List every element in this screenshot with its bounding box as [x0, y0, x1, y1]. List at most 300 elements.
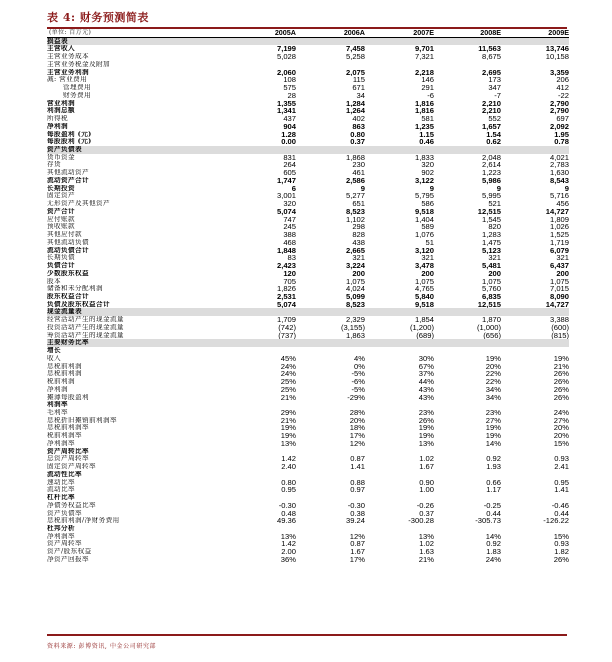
table-row [47, 285, 569, 293]
table-row [47, 200, 569, 208]
value-cell: (1,200) [409, 323, 434, 332]
value-cell: 1,657 [481, 122, 501, 131]
table-row [47, 494, 569, 502]
value-cell: 1.83 [486, 548, 501, 556]
row-label: 长期负债 [47, 254, 75, 262]
value-cell: 1,475 [481, 238, 501, 247]
value-cell: 19% [485, 354, 501, 363]
value-cell: 552 [488, 115, 501, 123]
value-cell: 1,868 [345, 153, 365, 162]
financial-forecast-table [47, 29, 569, 564]
value-cell: 1.17 [486, 486, 501, 495]
value-cell: 1.41 [350, 463, 365, 471]
table-row [47, 324, 569, 332]
row-label: 主营业务利润 [47, 68, 89, 76]
value-cell: 0.48 [281, 509, 296, 518]
row-label: 息税前利润/净财务费用 [47, 517, 120, 525]
value-cell: 1.00 [419, 486, 434, 495]
value-cell: 1,075 [345, 277, 365, 286]
value-cell: 26% [553, 393, 569, 402]
value-cell: 13% [280, 532, 296, 541]
value-cell [434, 61, 501, 69]
value-cell: 200 [556, 269, 569, 278]
value-cell: 2,075 [345, 68, 365, 77]
section-header-row [47, 339, 569, 347]
value-cell: 705 [283, 277, 296, 286]
value-cell [235, 525, 296, 533]
value-cell: 6,079 [549, 246, 569, 255]
table-row [47, 92, 569, 100]
value-cell: 1,870 [481, 316, 501, 324]
value-cell [296, 471, 365, 479]
row-label: 流动性比率 [47, 470, 82, 478]
row-label: 投资活动产生的现金流量 [47, 323, 124, 331]
value-cell: 29% [280, 408, 296, 417]
value-cell: 4,021 [549, 153, 569, 162]
value-cell: 1,076 [414, 231, 434, 239]
value-cell: 19% [418, 424, 434, 433]
value-cell: 2.41 [554, 463, 569, 471]
value-cell [296, 347, 365, 355]
value-cell: 26% [418, 416, 434, 425]
table-row [47, 440, 569, 448]
value-cell: 36% [280, 555, 296, 564]
row-label: 净利润 [47, 385, 68, 393]
value-cell: 20% [485, 362, 501, 371]
value-cell: 20% [349, 416, 365, 425]
value-cell: 1.28 [281, 130, 296, 139]
value-cell: 13% [418, 439, 434, 448]
value-cell: 321 [352, 254, 365, 263]
table-row [47, 432, 569, 440]
value-cell: 0% [354, 362, 365, 371]
value-cell: 0.78 [554, 138, 569, 147]
value-cell: 2.00 [281, 548, 296, 556]
row-label: 净资产回报率 [47, 555, 89, 563]
value-cell: 17% [349, 432, 365, 440]
value-cell: 12% [349, 532, 365, 541]
value-cell [365, 401, 434, 409]
value-cell: 4,765 [414, 285, 434, 293]
section-header-row [47, 146, 569, 154]
row-label: 长期投资 [47, 184, 75, 192]
table-row [47, 479, 569, 487]
value-cell: 8,543 [549, 176, 569, 185]
value-cell: 1,341 [276, 107, 296, 116]
value-cell [434, 494, 501, 502]
value-cell: 5,716 [549, 192, 569, 201]
row-label: 资产周转率 [47, 540, 82, 548]
value-cell: 27% [485, 416, 501, 425]
value-cell: 26% [553, 385, 569, 394]
table-row [47, 409, 569, 417]
row-label: 净利润 [47, 122, 68, 130]
value-cell: -22 [558, 91, 569, 100]
value-cell: 1,719 [549, 238, 569, 247]
value-cell: 27% [553, 416, 569, 425]
row-label: 利润率 [47, 401, 68, 409]
value-cell: 12,515 [477, 207, 501, 216]
table-row [47, 448, 569, 456]
row-label: 资产负债表 [47, 146, 235, 154]
row-label: 股本 [47, 277, 61, 285]
table-row [47, 502, 569, 510]
value-cell: 67% [418, 362, 434, 371]
table-row [47, 138, 569, 146]
value-cell [501, 347, 569, 355]
value-cell: 39.24 [345, 517, 365, 525]
table-row [47, 192, 569, 200]
value-cell: 26% [553, 378, 569, 386]
value-cell: 1.95 [554, 130, 569, 139]
value-cell: 402 [352, 115, 365, 123]
row-label: 固定资产 [47, 192, 75, 200]
row-label: 资产合计 [47, 207, 75, 215]
value-cell: 1.67 [419, 463, 434, 471]
value-cell: 21% [280, 393, 296, 402]
value-cell: 25% [280, 378, 296, 386]
value-cell: 245 [283, 223, 296, 232]
value-cell: 5,258 [345, 53, 365, 61]
value-cell: 2,614 [481, 161, 501, 170]
table-row [47, 386, 569, 394]
value-cell: 19% [280, 424, 296, 433]
value-cell [365, 146, 434, 154]
value-cell [501, 471, 569, 479]
table-row [47, 486, 569, 494]
value-cell: 19% [553, 354, 569, 363]
table-row [47, 53, 569, 61]
table-row [47, 394, 569, 402]
table-row [47, 424, 569, 432]
value-cell [235, 471, 296, 479]
value-cell: 0.88 [350, 478, 365, 487]
row-label: 增长 [47, 347, 61, 355]
value-cell: 5,028 [276, 53, 296, 61]
value-cell: 6,835 [481, 292, 501, 301]
value-cell: 0.87 [350, 455, 365, 464]
row-label: 流动负债合计 [47, 246, 89, 254]
value-cell: 320 [421, 161, 434, 170]
value-cell: 2,329 [345, 316, 365, 324]
value-cell: 9 [360, 184, 365, 193]
value-cell: (737) [278, 331, 296, 340]
value-cell: 298 [352, 223, 365, 232]
row-label: 主营业务成本 [47, 53, 89, 61]
value-cell: 1.15 [419, 130, 434, 139]
value-cell: 321 [488, 254, 501, 263]
value-cell: 18% [349, 424, 365, 433]
value-cell: 200 [352, 269, 365, 278]
value-cell [501, 339, 569, 347]
value-cell: 0.44 [486, 509, 501, 518]
value-cell [365, 308, 434, 316]
value-cell [434, 339, 501, 347]
row-label: 筹资活动产生的现金流量 [47, 331, 124, 339]
table-row [47, 525, 569, 533]
value-cell: 5,481 [481, 262, 501, 270]
table-row [47, 517, 569, 525]
row-label: 所得税 [47, 115, 68, 123]
value-cell: 1,630 [549, 169, 569, 177]
value-cell: 108 [283, 76, 296, 85]
value-cell: 589 [421, 223, 434, 232]
value-cell: 20% [553, 432, 569, 440]
table-row [47, 278, 569, 286]
row-label: 负债及股东权益合计 [47, 300, 110, 308]
value-cell: 291 [421, 84, 434, 92]
value-cell: 2,218 [414, 68, 434, 77]
value-cell [365, 471, 434, 479]
value-cell: 264 [283, 161, 296, 170]
value-cell: 28 [287, 91, 296, 100]
value-cell [235, 146, 296, 154]
value-cell: 3,120 [414, 246, 434, 255]
table-row [47, 316, 569, 324]
value-cell: 1.67 [350, 548, 365, 556]
value-cell: 671 [352, 84, 365, 92]
value-cell: -0.30 [347, 501, 365, 510]
table-row [47, 332, 569, 340]
value-cell: (600) [551, 323, 569, 332]
value-cell: 6,437 [549, 262, 569, 270]
value-cell [434, 37, 501, 45]
value-cell [501, 308, 569, 316]
value-cell: 206 [556, 76, 569, 85]
value-cell: 24% [553, 408, 569, 417]
value-cell [501, 61, 569, 69]
row-label: 无形资产及其他资产 [47, 200, 110, 208]
value-cell: (815) [551, 331, 569, 340]
value-cell: 2,092 [549, 122, 569, 131]
row-label: 预收账款 [47, 223, 75, 231]
value-cell: -7 [494, 91, 501, 100]
table-row [47, 370, 569, 378]
value-cell: 5,074 [276, 207, 296, 216]
value-cell: 388 [283, 231, 296, 239]
table-row [47, 84, 569, 92]
value-cell: 20% [553, 424, 569, 433]
value-cell [501, 525, 569, 533]
row-label: 财务费用 [63, 91, 91, 99]
table-row [47, 154, 569, 162]
value-cell: 34 [356, 91, 365, 100]
value-cell: 8,523 [345, 207, 365, 216]
value-cell: -305.73 [475, 517, 501, 525]
value-cell: (742) [278, 323, 296, 332]
row-label: 杠杆比率 [47, 494, 75, 502]
row-label: 管理费用 [63, 84, 91, 92]
row-label: 税前利润率 [47, 432, 82, 440]
value-cell: 1,075 [549, 277, 569, 286]
value-cell [434, 308, 501, 316]
value-cell: -6% [351, 378, 365, 386]
value-cell: (3,155) [340, 323, 365, 332]
value-cell: 521 [488, 200, 501, 208]
value-cell: 0.87 [350, 540, 365, 549]
value-cell: 13% [418, 532, 434, 541]
value-cell [235, 401, 296, 409]
table-row [47, 216, 569, 224]
value-cell: 0.95 [281, 486, 296, 495]
value-cell: 5,986 [481, 176, 501, 185]
value-cell: 3,122 [414, 176, 434, 185]
header-row [47, 29, 569, 37]
row-label: 主营收入 [47, 45, 75, 53]
table-row [47, 463, 569, 471]
value-cell: 34% [485, 393, 501, 402]
table-row [47, 123, 569, 131]
row-label: 每股股利 (元) [47, 138, 92, 146]
row-label: 利润总额 [47, 107, 75, 115]
value-cell: 15% [553, 532, 569, 541]
row-label: 息税前利润 [47, 370, 82, 378]
table-row [47, 378, 569, 386]
row-label: 应付账款 [47, 215, 75, 223]
value-cell: 0.92 [486, 540, 501, 549]
value-cell: 5,099 [345, 292, 365, 301]
value-cell [235, 494, 296, 502]
value-cell: 0.97 [350, 486, 365, 495]
table-row [47, 510, 569, 518]
table-row [47, 185, 569, 193]
value-cell: 44% [418, 378, 434, 386]
value-cell: 0.80 [281, 478, 296, 487]
value-cell [434, 448, 501, 456]
value-cell: 1,848 [276, 246, 296, 255]
value-cell: 21% [280, 416, 296, 425]
value-cell: 26% [553, 555, 569, 564]
value-cell: 9 [564, 184, 569, 193]
value-cell: 23% [485, 408, 501, 417]
value-cell: 1,833 [414, 153, 434, 162]
value-cell: 1,404 [414, 215, 434, 224]
table-row [47, 401, 569, 409]
value-cell: 17% [349, 555, 365, 564]
table-row [47, 363, 569, 371]
table-row [47, 115, 569, 123]
value-cell [501, 494, 569, 502]
table-row [47, 540, 569, 548]
table-row [47, 247, 569, 255]
value-cell: 51 [425, 238, 434, 247]
year-header: 2005A [235, 29, 296, 37]
value-cell: 7,199 [276, 45, 296, 54]
value-cell: 0.93 [554, 540, 569, 549]
value-cell: 1,709 [276, 316, 296, 324]
table-row [47, 177, 569, 185]
value-cell: 8,675 [481, 53, 501, 61]
value-cell: 586 [421, 200, 434, 208]
value-cell: 1,816 [414, 107, 434, 116]
table-row [47, 262, 569, 270]
value-cell: 4% [354, 354, 365, 363]
value-cell: 2,695 [481, 68, 501, 77]
unit-label: (单位: 百万元) [47, 29, 235, 37]
value-cell: (656) [483, 331, 501, 340]
value-cell [235, 347, 296, 355]
value-cell: 5,074 [276, 300, 296, 309]
row-label: 少数股东权益 [47, 269, 89, 277]
row-label: 净利润率 [47, 532, 75, 540]
value-cell [296, 448, 365, 456]
value-cell: 9,518 [414, 207, 434, 216]
value-cell: 200 [488, 269, 501, 278]
value-cell: 173 [488, 76, 501, 85]
row-label: 资产负债率 [47, 509, 82, 517]
table-row [47, 270, 569, 278]
value-cell: 5,760 [481, 285, 501, 293]
row-label: 主要财务比率 [47, 339, 235, 347]
value-cell: 863 [352, 122, 365, 131]
row-label: 其他流动负债 [47, 238, 89, 246]
table-row [47, 548, 569, 556]
value-cell: 1.63 [419, 548, 434, 556]
table-row [47, 301, 569, 309]
value-cell: 3,388 [549, 316, 569, 324]
value-cell: 19% [485, 432, 501, 440]
value-cell: 45% [280, 354, 296, 363]
value-cell [235, 37, 296, 45]
year-header: 2008E [434, 29, 501, 37]
value-cell: 831 [283, 153, 296, 162]
value-cell: 3,224 [345, 262, 365, 270]
value-cell: 5,840 [414, 292, 434, 301]
value-cell: 49.36 [276, 517, 296, 525]
value-cell: 15% [553, 439, 569, 448]
value-cell: 9,701 [414, 45, 434, 54]
value-cell: 1.82 [554, 548, 569, 556]
value-cell: 1,816 [414, 99, 434, 108]
table-row [47, 223, 569, 231]
value-cell: -29% [347, 393, 365, 402]
row-label: 净债务权益比率 [47, 501, 96, 509]
row-label: 其他应付款 [47, 231, 82, 239]
value-cell: 1,075 [481, 277, 501, 286]
value-cell [296, 339, 365, 347]
value-cell: 12,515 [477, 300, 501, 309]
value-cell: 5,795 [414, 192, 434, 201]
value-cell: 3,001 [276, 192, 296, 201]
value-cell: 2,048 [481, 153, 501, 162]
table-row [47, 76, 569, 84]
source-note: 资料来源: 彭博资讯, 中金公司研究部 [47, 643, 157, 650]
value-cell: -5% [351, 385, 365, 394]
row-label: 税前利润 [47, 378, 75, 386]
value-cell [296, 37, 365, 45]
table-row [47, 169, 569, 177]
value-cell: 19% [418, 432, 434, 440]
value-cell: 1,235 [414, 122, 434, 131]
value-cell: 2,665 [345, 246, 365, 255]
value-cell: 7,458 [345, 45, 365, 54]
table-row [47, 161, 569, 169]
table-row [47, 231, 569, 239]
value-cell: 1.42 [281, 540, 296, 549]
value-cell [365, 339, 434, 347]
value-cell: 651 [352, 200, 365, 208]
value-cell: 438 [352, 238, 365, 247]
value-cell [434, 471, 501, 479]
value-cell: 23% [418, 408, 434, 417]
year-header: 2009E [501, 29, 569, 37]
value-cell: 581 [421, 115, 434, 123]
value-cell: 7,015 [549, 285, 569, 293]
value-cell: 1,223 [481, 169, 501, 177]
value-cell: 1.02 [419, 455, 434, 464]
value-cell [434, 401, 501, 409]
value-cell: 437 [283, 115, 296, 123]
